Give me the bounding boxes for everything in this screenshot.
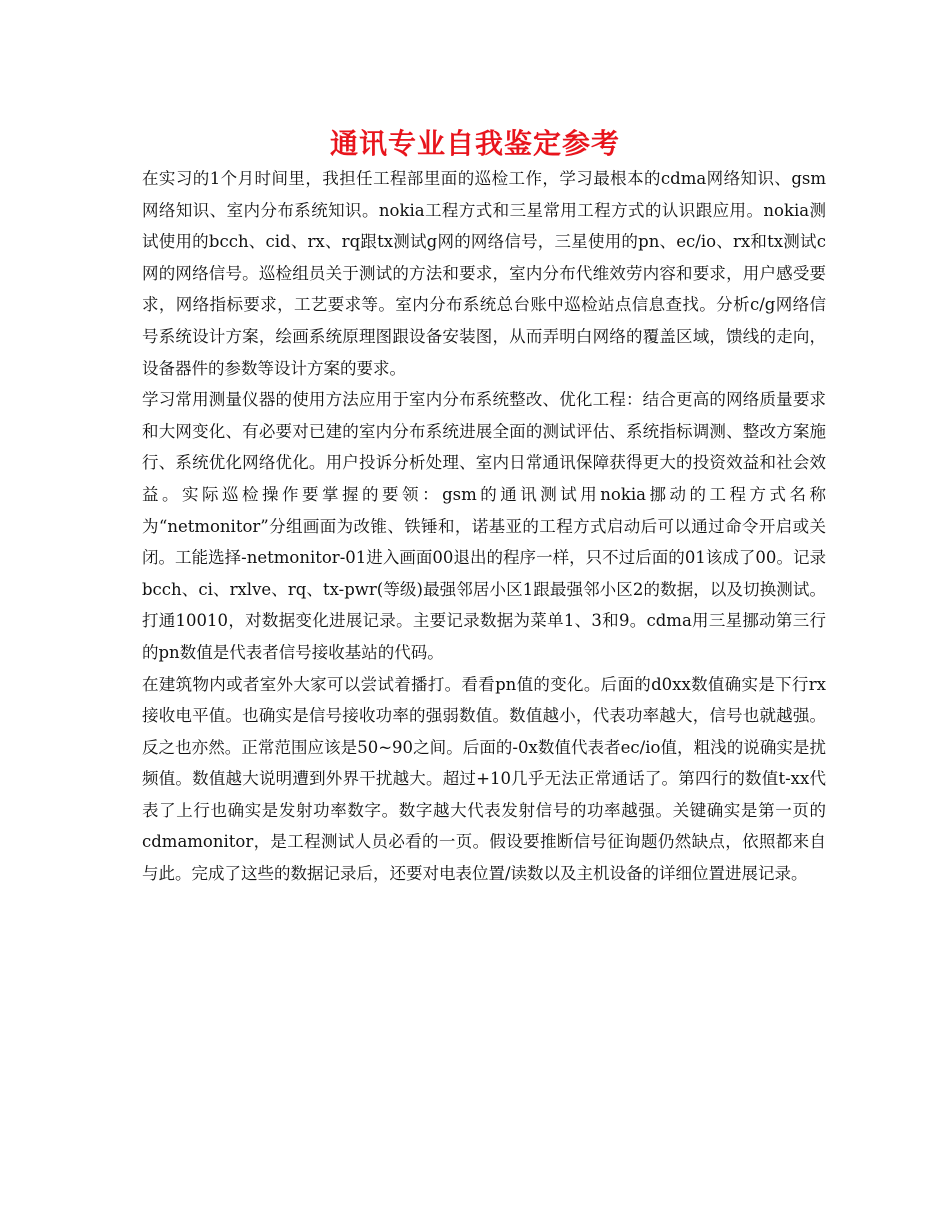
paragraph-2: 学习常用测量仪器的使用方法应用于室内分布系统整改、优化工程：结合更高的网络质量要求和大网变化、有必要对已建的室内分布系统进展全面的测试评估、系统指标调测、整改方案施行、系统优化网络优化。用户投诉分析处理、室内日常通讯保障获得更大的投资效益和社会效益。实际巡检操作要掌握的要领：gsm的通讯测试用nokia挪动的工程方式名称为“netmonitor”分组画面为改锥、铁锤和，诺基亚的工程方式启动后可以通过命令开启或关闭。工能选择-netmonitor-01进入画面00退出的程序一样，只不过后面的01该成了00。记录bcch、ci、rxlve、rq、tx-pwr(等级)最强邻居小区1跟最强邻小区2的数据，以及切换测试。打通10010，对数据变化进展记录。主要记录数据为菜单1、3和9。cdma用三星挪动第三行的pn数值是代表者信号接收基站的代码。 [142, 390, 826, 662]
document-body [142, 163, 826, 890]
paragraph-3: 在建筑物内或者室外大家可以尝试着播打。看看pn值的变化。后面的d0xx数值确实是下行rx接收电平值。也确实是信号接收功率的强弱数值。数值越小，代表功率越大，信号也就越强。反之也亦然。正常范围应该是50~90之间。后面的-0x数值代表者ec/io值，粗浅的说确实是扰频值。数值越大说明遭到外界干扰越大。超过+10几乎无法正常通话了。第四行的数值t-xx代表了上行也确实是发射功率数字。数字越大代表发射信号的功率越强。关键确实是第一页的cdmamonitor，是工程测试人员必看的一页。假设要推断信号征询题仍然缺点，依照都来自与此。完成了这些的数据记录后，还要对电表位置/读数以及主机设备的详细位置进展记录。 [142, 674, 826, 884]
document-title: 通讯专业自我鉴定参考 [329, 127, 620, 160]
paragraph-1: 在实习的1个月时间里，我担任工程部里面的巡检工作，学习最根本的cdma网络知识、gsm网络知识、室内分布系统知识。nokia工程方式和三星常用工程方式的认识跟应用。nokia测试使用的bcch、cid、rx、rq跟tx测试g网的网络信号，三星使用的pn、ec/io、rx和tx测试c网的网络信号。巡检组员关于测试的方法和要求，室内分布代维效劳内容和要求，用户感受要求，网络指标要求，工艺要求等。室内分布系统总台账中巡检站点信息查找。分析c/g网络信号系统设计方案，绘画系统原理图跟设备安装图，从而弄明白网络的覆盖区域，馈线的走向，设备器件的参数等设计方案的要求。 [142, 169, 826, 378]
